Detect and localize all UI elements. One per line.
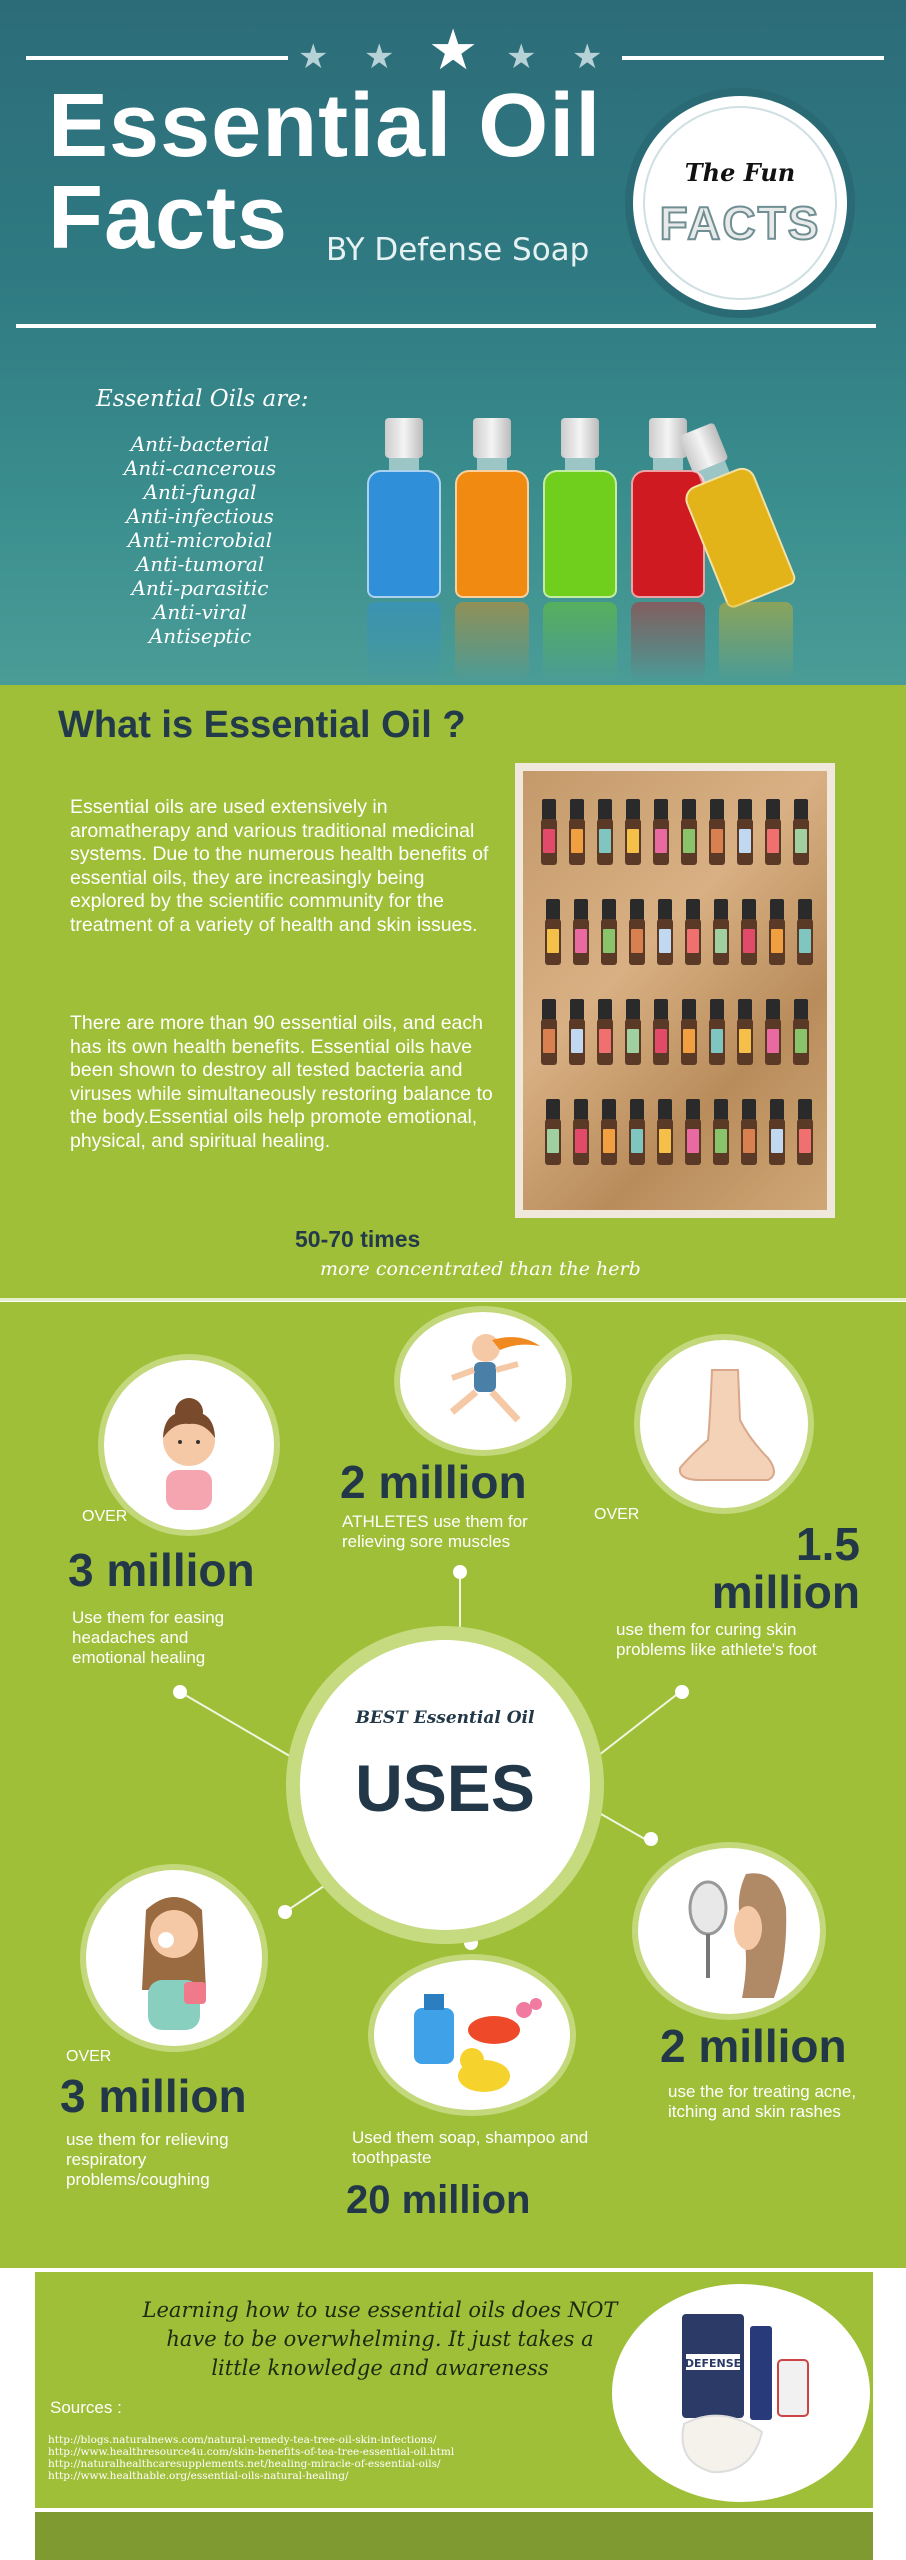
vial-cap xyxy=(798,1099,812,1121)
header-rule-right xyxy=(622,56,884,60)
vial-label xyxy=(799,929,811,953)
vial-label xyxy=(571,829,583,853)
vial-label xyxy=(571,1029,583,1053)
oil-vial xyxy=(597,799,613,865)
oil-vial xyxy=(657,1099,673,1165)
vial-label xyxy=(743,929,755,953)
vial-label xyxy=(799,1129,811,1153)
oil-vial xyxy=(793,999,809,1065)
vial-cap xyxy=(682,799,696,821)
oil-vial xyxy=(713,1099,729,1165)
vial-cap xyxy=(574,899,588,921)
connector-dot xyxy=(278,1905,292,1919)
oil-vial xyxy=(741,899,757,965)
oil-vial xyxy=(797,899,813,965)
property-item: Anti-tumoral xyxy=(135,552,265,576)
vial-label xyxy=(599,1029,611,1053)
source-link[interactable]: http://blogs.naturalnews.com/natural-remedy-tea-tree-oil-skin-infections/ xyxy=(48,2434,437,2446)
section-divider xyxy=(0,1298,906,1301)
vial-label xyxy=(771,929,783,953)
oil-vial xyxy=(713,899,729,965)
property-item: Anti-microbial xyxy=(127,528,273,552)
vial-label xyxy=(543,829,555,853)
star-icon: ★ xyxy=(506,38,537,76)
center-subtitle: BEST Essential Oil xyxy=(355,1708,535,1728)
vial-cap xyxy=(742,1099,756,1121)
oil-vial xyxy=(737,799,753,865)
vial-cap xyxy=(602,1099,616,1121)
runner-icon xyxy=(400,1312,566,1450)
vial-cap xyxy=(710,799,724,821)
bottle-body xyxy=(543,470,617,598)
soap-shampoo-icon xyxy=(374,1960,570,2110)
vial-label xyxy=(683,829,695,853)
vial-label xyxy=(631,1129,643,1153)
bottle-reflection xyxy=(455,602,529,682)
oil-vial xyxy=(685,899,701,965)
bottle-cap xyxy=(561,418,599,458)
bottle-cap xyxy=(385,418,423,458)
oil-vial xyxy=(769,899,785,965)
vial-label xyxy=(603,929,615,953)
vial-cap xyxy=(654,799,668,821)
vial-label xyxy=(711,1029,723,1053)
over-label: OVER xyxy=(66,2048,112,2065)
vial-label xyxy=(655,1029,667,1053)
vial-label xyxy=(683,1029,695,1053)
vial-label xyxy=(767,829,779,853)
star-icon: ★ xyxy=(364,38,395,76)
oil-vial xyxy=(797,1099,813,1165)
property-item: Anti-cancerous xyxy=(123,456,277,480)
oil-vial xyxy=(541,799,557,865)
essential-oil-vials-photo xyxy=(515,763,835,1218)
vial-label xyxy=(547,1129,559,1153)
stat-description: Used them soap, shampoo and toothpaste xyxy=(352,2128,589,2167)
foot-icon xyxy=(640,1340,808,1508)
oil-bottle xyxy=(363,418,445,598)
vial-cap xyxy=(546,899,560,921)
product-image xyxy=(612,2284,870,2502)
oil-vial xyxy=(653,999,669,1065)
property-item: Anti-infectious xyxy=(126,504,274,528)
quote-text: Learning how to use essential oils does NOT have to be overwhelming. It just takes a little knowledge and awareness xyxy=(142,2298,618,2380)
vial-cap xyxy=(658,1099,672,1121)
oils-are-label: Essential Oils are: xyxy=(96,386,309,412)
property-item: Anti-viral xyxy=(152,600,248,624)
bottle-cap xyxy=(473,418,511,458)
property-item: Anti-bacterial xyxy=(130,432,270,456)
property-item: Anti-fungal xyxy=(143,480,257,504)
mirror-woman-icon xyxy=(638,1848,820,2014)
vial-label xyxy=(739,1029,751,1053)
vial-label xyxy=(599,829,611,853)
vial-cap xyxy=(682,999,696,1021)
concentration-text: more concentrated than the herb xyxy=(320,1258,641,1280)
oil-vial xyxy=(737,999,753,1065)
vial-cap xyxy=(714,1099,728,1121)
oil-vial xyxy=(681,999,697,1065)
oil-vial xyxy=(545,899,561,965)
oil-vial xyxy=(601,899,617,965)
stat-description: use them for relieving respiratory problems/coughing xyxy=(66,2130,229,2189)
property-item: Anti-parasitic xyxy=(131,576,269,600)
oil-vial xyxy=(657,899,673,965)
connector-dot xyxy=(644,1832,658,1846)
vial-label xyxy=(655,829,667,853)
property-item: Antiseptic xyxy=(148,624,252,648)
stat-number: 20 million xyxy=(346,2178,531,2222)
vial-cap xyxy=(546,1099,560,1121)
vial-cap xyxy=(602,899,616,921)
bottle-reflection xyxy=(367,602,441,682)
vial-label xyxy=(659,929,671,953)
oil-vial xyxy=(765,999,781,1065)
oil-vial xyxy=(769,1099,785,1165)
badge-line-2: FACTS xyxy=(659,197,821,249)
source-link[interactable]: http://www.healthresource4u.com/skin-benefits-of-tea-tree-essential-oil.html xyxy=(48,2446,455,2458)
vial-cap xyxy=(710,999,724,1021)
stat-number: 3 million xyxy=(68,1544,255,1596)
vial-cap xyxy=(766,999,780,1021)
vial-cap xyxy=(766,799,780,821)
source-link[interactable]: http://naturalhealthcaresupplements.net/healing-miracle-of-essential-oils/ xyxy=(48,2458,441,2470)
connector-dot xyxy=(675,1685,689,1699)
byline: BY Defense Soap xyxy=(326,232,590,268)
vial-label xyxy=(543,1029,555,1053)
vial-cap xyxy=(630,1099,644,1121)
oil-vial xyxy=(685,1099,701,1165)
concentration-number: 50-70 times xyxy=(295,1226,421,1252)
stat-number: 2 million xyxy=(660,2020,847,2072)
vial-label xyxy=(627,1029,639,1053)
stat-description: use the for treating acne, itching and skin rashes xyxy=(668,2082,857,2121)
vial-cap xyxy=(626,799,640,821)
oil-bottle xyxy=(539,418,621,598)
oil-vial xyxy=(541,999,557,1065)
vial-label xyxy=(547,929,559,953)
oil-vial xyxy=(573,1099,589,1165)
vial-cap xyxy=(574,1099,588,1121)
section-title: What is Essential Oil ? xyxy=(58,704,466,746)
oil-vial xyxy=(629,899,645,965)
stat-description: Use them for easing headaches and emotional healing xyxy=(72,1608,225,1667)
vial-cap xyxy=(738,799,752,821)
oil-vial xyxy=(709,999,725,1065)
stat-description: ATHLETES use them for relieving sore muscles xyxy=(342,1512,528,1551)
over-label: OVER xyxy=(82,1508,128,1525)
vial-label xyxy=(715,1129,727,1153)
fun-facts-badge xyxy=(625,88,855,318)
center-title: USES xyxy=(355,1751,535,1825)
oil-vial xyxy=(569,999,585,1065)
vial-cap xyxy=(714,899,728,921)
oil-bottle xyxy=(451,418,533,598)
star-icon: ★ xyxy=(298,38,329,76)
oil-vial xyxy=(793,799,809,865)
oil-vial xyxy=(653,799,669,865)
stat-number: 2 million xyxy=(340,1456,527,1508)
footer-bar xyxy=(35,2512,873,2560)
oil-vial xyxy=(709,799,725,865)
oil-vial xyxy=(741,1099,757,1165)
vial-label xyxy=(767,1029,779,1053)
title-line-1: Essential Oil xyxy=(48,76,602,176)
vial-cap xyxy=(794,799,808,821)
vial-label xyxy=(795,829,807,853)
connector-dot xyxy=(173,1685,187,1699)
vial-cap xyxy=(686,1099,700,1121)
vial-label xyxy=(575,1129,587,1153)
header-banner xyxy=(0,0,906,685)
vial-cap xyxy=(654,999,668,1021)
oil-vial xyxy=(597,999,613,1065)
header-rule-bottom xyxy=(16,324,876,328)
oil-vial xyxy=(601,1099,617,1165)
oil-vial xyxy=(569,799,585,865)
vial-cap xyxy=(598,999,612,1021)
vial-label xyxy=(795,1029,807,1053)
vial-cap xyxy=(798,899,812,921)
vial-cap xyxy=(658,899,672,921)
oil-vial xyxy=(765,799,781,865)
vial-label xyxy=(631,929,643,953)
vial-cap xyxy=(738,999,752,1021)
vial-label xyxy=(687,929,699,953)
vial-label xyxy=(575,929,587,953)
stat-number: 1.5 million xyxy=(711,1518,860,1618)
vial-cap xyxy=(626,999,640,1021)
bottle-reflection xyxy=(719,602,793,682)
paragraph: There are more than 90 essential oils, and each has its own health benefits. Essential oils have been shown to destroy all tested bacteria and viruses while simultaneously restoring balance to the body.Essential oils help promote emotional, physical, and spiritual healing. xyxy=(70,1012,493,1152)
badge-line-1: The Fun xyxy=(684,158,796,187)
header-rule-left xyxy=(26,56,288,60)
product-label: DEFENSE xyxy=(684,2357,742,2370)
vial-cap xyxy=(570,999,584,1021)
bottle-reflection xyxy=(631,602,705,682)
vial-label xyxy=(627,829,639,853)
vial-cap xyxy=(630,899,644,921)
vial-cap xyxy=(542,799,556,821)
bottle-body xyxy=(367,470,441,598)
sources-label: Sources : xyxy=(50,2398,122,2417)
bottle-reflection xyxy=(543,602,617,682)
connector-dot xyxy=(453,1565,467,1579)
star-icon: ★ xyxy=(572,38,603,76)
oil-vial xyxy=(681,799,697,865)
oil-vial xyxy=(573,899,589,965)
vial-cap xyxy=(598,799,612,821)
oil-vial xyxy=(625,999,641,1065)
vial-cap xyxy=(770,899,784,921)
vial-cap xyxy=(686,899,700,921)
vial-cap xyxy=(794,999,808,1021)
vial-cap xyxy=(570,799,584,821)
vial-cap xyxy=(542,999,556,1021)
oil-vial xyxy=(625,799,641,865)
source-link[interactable]: http://www.healthable.org/essential-oils-natural-healing/ xyxy=(48,2470,349,2482)
connector-dot xyxy=(464,1936,478,1950)
bottle-body xyxy=(455,470,529,598)
title-line-2: Facts xyxy=(48,168,289,268)
coughing-woman-icon xyxy=(86,1870,262,2046)
vial-label xyxy=(739,829,751,853)
vial-label xyxy=(711,829,723,853)
uses-center-circle xyxy=(300,1640,590,1930)
oil-vial xyxy=(545,1099,561,1165)
vial-label xyxy=(743,1129,755,1153)
vial-cap xyxy=(770,1099,784,1121)
vial-label xyxy=(687,1129,699,1153)
vial-label xyxy=(715,929,727,953)
stat-description: use them for curing skin problems like athlete's foot xyxy=(616,1620,817,1659)
oil-vial xyxy=(629,1099,645,1165)
star-icon: ★ xyxy=(428,18,479,81)
stat-number: 3 million xyxy=(60,2070,247,2122)
properties-list xyxy=(100,432,300,648)
vial-label xyxy=(771,1129,783,1153)
headache-woman-icon xyxy=(104,1360,274,1530)
paragraph: Essential oils are used extensively in aromatherapy and various traditional medicinal systems. Due to the numerous health benefits of essential oils, they are increasingly being explored by the scientific community for the treatment of a variety of health and skin issues. xyxy=(70,796,489,936)
vial-label xyxy=(659,1129,671,1153)
vial-label xyxy=(603,1129,615,1153)
vial-cap xyxy=(742,899,756,921)
over-label: OVER xyxy=(594,1506,640,1523)
